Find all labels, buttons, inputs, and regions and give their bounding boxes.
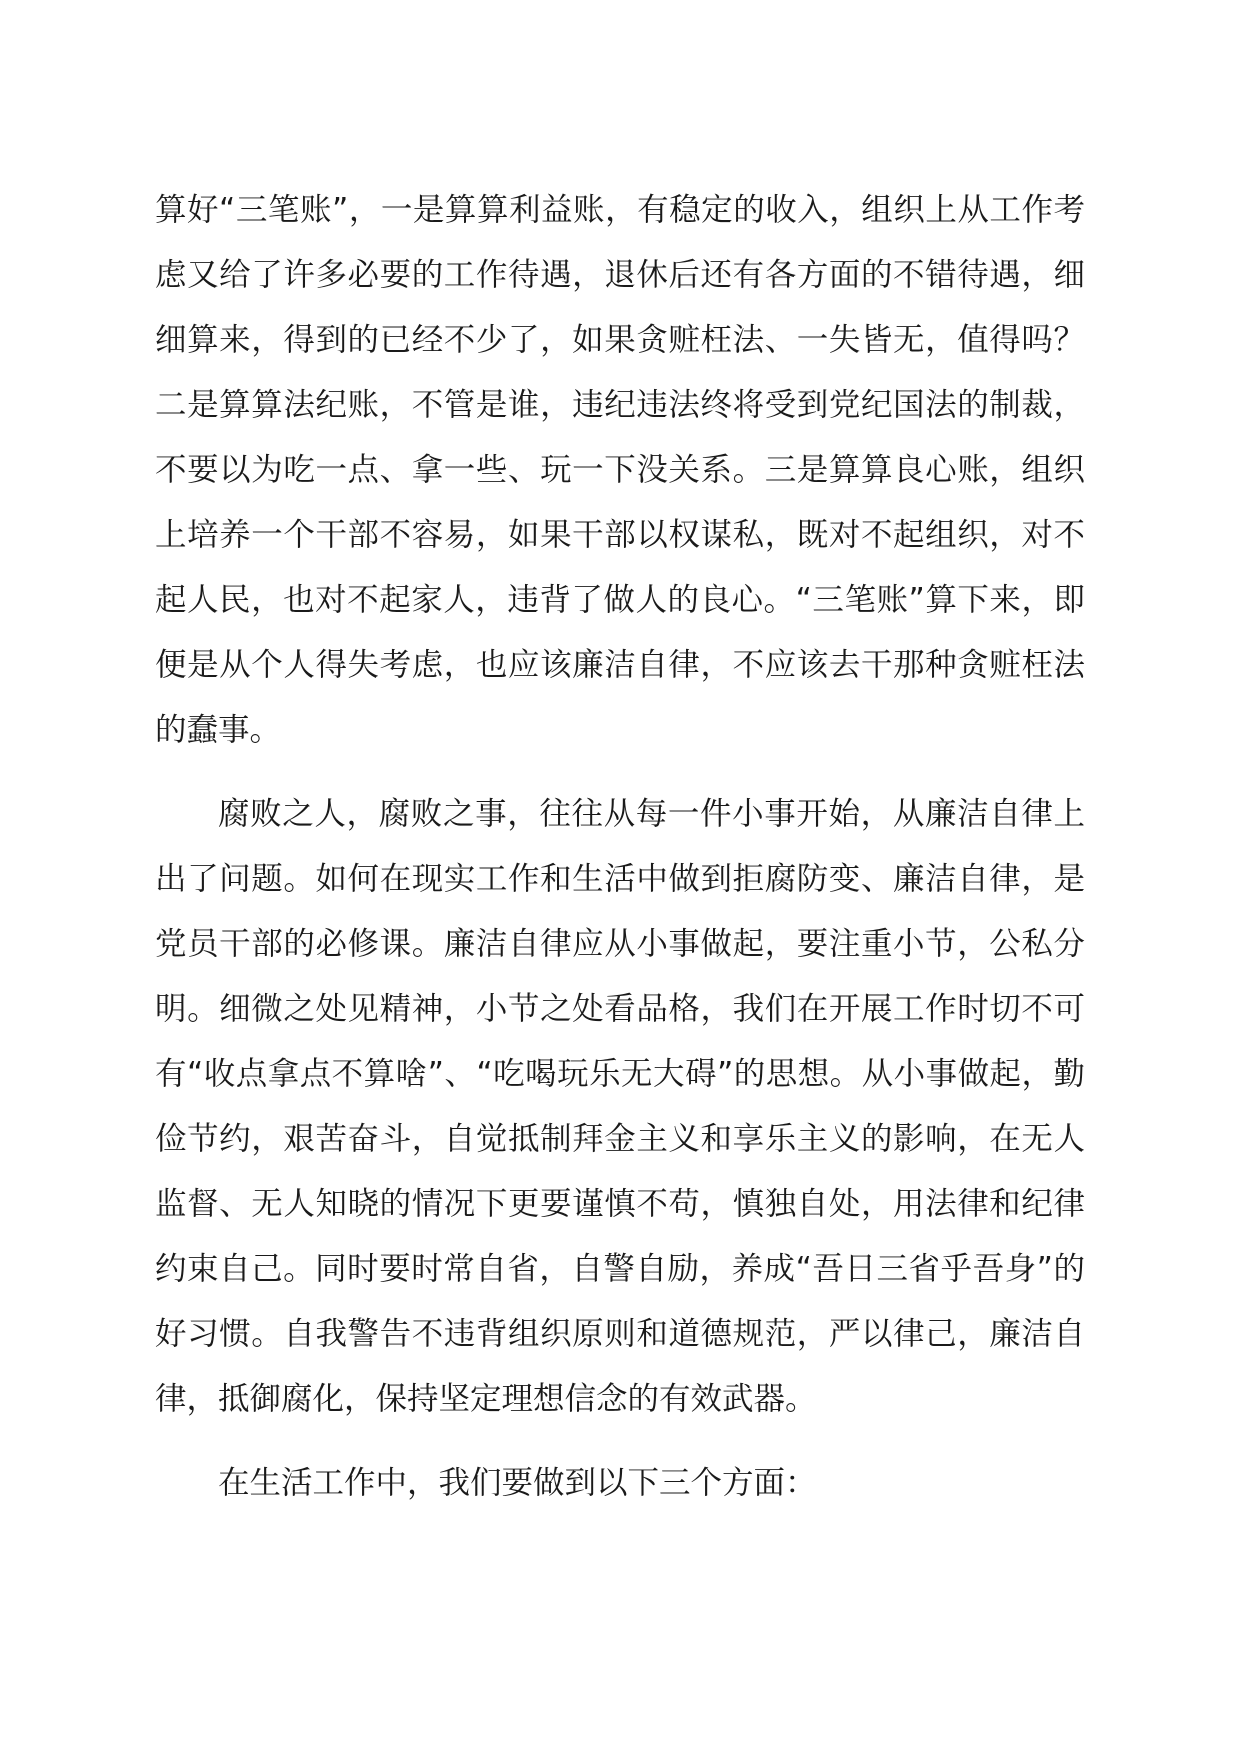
document-body <box>155 178 1085 1516</box>
paragraph-three-accounts: 算好“三笔账”，一是算算利益账，有稳定的收入，组织上从工作考虑又给了许多必要的工作待遇，退休后还有各方面的不错待遇，细细算来，得到的已经不少了，如果贪赃枉法、一失皆无，值得吗？二是算算法纪账，不管是谁，违纪违法终将受到党纪国法的制裁，不要以为吃一点、拿一些、玩一下没关系。三是算算良心账，组织上培养一个干部不容易，如果干部以权谋私，既对不起组织，对不起人民，也对不起家人，违背了做人的良心。“三笔账”算下来，即便是从个人得失考虑，也应该廉洁自律，不应该去干那种贪赃枉法的蠢事。 <box>155 192 1085 748</box>
paragraph-corruption-small-matters: 腐败之人，腐败之事，往往从每一件小事开始，从廉洁自律上出了问题。如何在现实工作和生活中做到拒腐防变、廉洁自律，是党员干部的必修课。廉洁自律应从小事做起，要注重小节，公私分明。细微之处见精神，小节之处看品格，我们在开展工作时切不可有“收点拿点不算啥”、“吃喝玩乐无大碍”的思想。从小事做起，勤俭节约，艰苦奋斗，自觉抵制拜金主义和享乐主义的影响，在无人监督、无人知晓的情况下更要谨慎不苟，慎独自处，用法律和纪律约束自己。同时要时常自省，自警自励，养成“吾日三省乎吾身”的好习惯。自我警告不违背组织原则和道德规范，严以律己，廉洁自律，抵御腐化，保持坚定理想信念的有效武器。 <box>155 796 1085 1417</box>
paragraph-three-aspects-intro: 在生活工作中，我们要做到以下三个方面： <box>218 1465 817 1501</box>
